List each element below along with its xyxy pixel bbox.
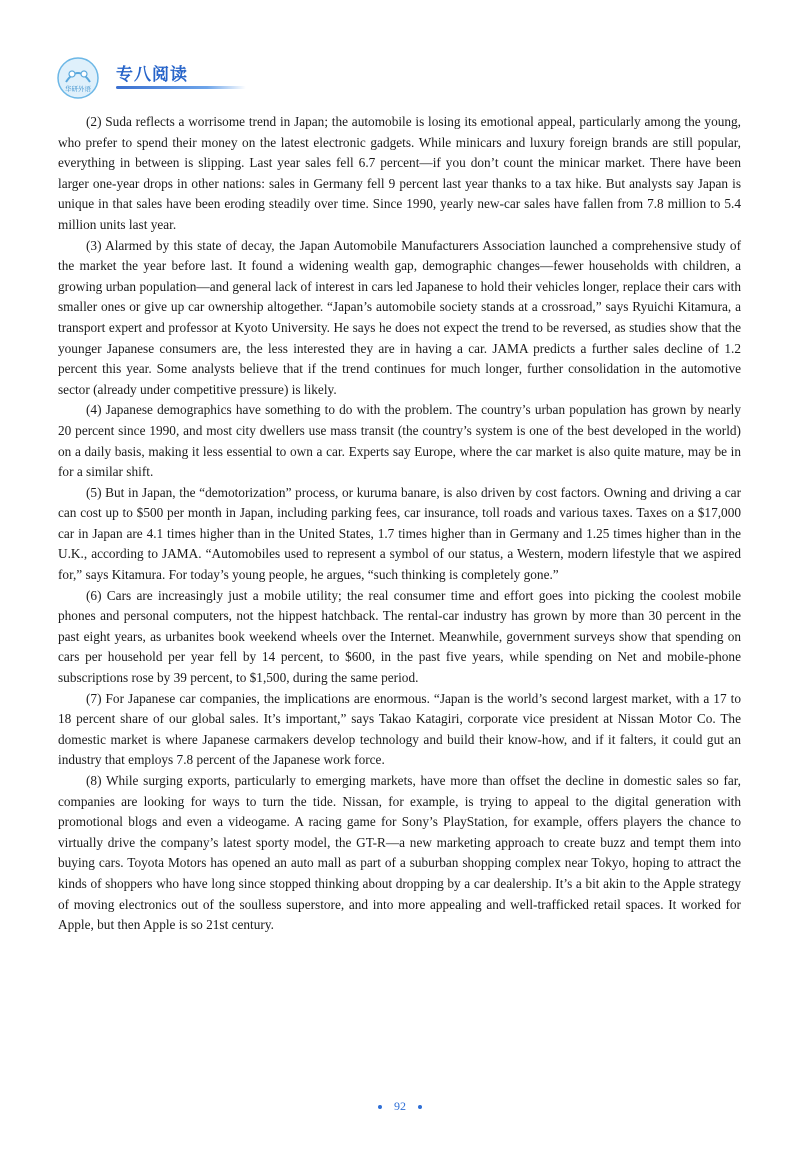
footer-dot-left — [378, 1105, 382, 1109]
page-footer — [0, 1099, 800, 1114]
page-number: 92 — [394, 1099, 406, 1113]
paragraph-4: (4) Japanese demographics have something to do with the problem. The country’s urban population has grown by nearly 20 percent since 1990, and most city dwellers use mass transit (the country’s system is one of the best developed in the world) on a daily basis, making it less essential to own a car. Experts say Europe, where the car market is also quite mature, may be in for a similar shift. — [58, 402, 741, 480]
series-title: 专八阅读 — [116, 65, 188, 85]
paragraph-5: (5) But in Japan, the “demotorization” process, or kuruma banare, is also driven by cost factors. Owning and driving a car can cost up to $500 per month in Japan, including parking fees, car insurance, toll roads and various taxes. Taxes on a $17,000 car in Japan are 4.1 times higher than in the United States, 1.7 times higher than in Germany and 1.25 times higher than in the U.K., according to JAMA. “Automobiles used to represent a symbol of our status, a Western, modern lifestyle that we aspired for,” says Kitamura. For today’s young people, he argues, “such thinking is completely gone.” — [58, 484, 741, 583]
publisher-logo-icon — [56, 56, 100, 100]
page-header — [56, 56, 356, 96]
article-body — [58, 112, 741, 936]
paragraph-8: (8) While surging exports, particularly to emerging markets, have more than offset the decline in domestic sales so far, companies are looking for ways to turn the tide. Nissan, for example, is trying to appeal to the digital generation with promotional blogs and even a videogame. A racing game for Sony’s PlayStation, for example, offers players the chance to virtually drive the company’s latest sporty model, the GT-R—a new marketing approach to create buzz and tempt them into buying cars. Toyota Motors has opened an auto mall as part of a suburban shopping complex near Tokyo, hoping to attract the kinds of shoppers who have long since stopped thinking about dropping by a car dealership. It’s a bit akin to the Apple strategy of moving electronics out of the soulless superstore, and into more appealing and well-trafficked retail spaces. It worked for Apple, but then Apple is so 21st century. — [58, 773, 741, 933]
title-underline — [116, 86, 246, 89]
paragraph-6: (6) Cars are increasingly just a mobile utility; the real consumer time and effort goes into picking the coolest mobile phones and personal computers, not the hippest hatchback. The rental-car industry has grown by more than 30 percent in the past eight years, as urbanites book weekend wheels over the Internet. Meanwhile, government surveys show that spending on cars per household per year fell by 14 percent, to $600, in the past five years, while spending on Net and mobile-phone subscriptions rose by 39 percent, to $1,500, during the same period. — [58, 587, 741, 686]
paragraph-2: (2) Suda reflects a worrisome trend in Japan; the automobile is losing its emotional appeal, particularly among the young, who prefer to spend their money on the latest electronic gadgets. While minicars and luxury foreign brands are still popular, everything in between is slipping. Last year sales fell 6.7 percent—if you don’t count the minicar market. There have been larger one-year drops in other nations: sales in Germany fell 9 percent last year thanks to a tax hike. But analysts say Japan is unique in that sales have been eroding steadily over time. Since 1990, yearly new-car sales have fallen from 7.8 million to 5.4 million units last year. — [58, 114, 741, 232]
paragraph-3: (3) Alarmed by this state of decay, the Japan Automobile Manufacturers Association launched a comprehensive study of the market the year before last. It found a widening wealth gap, demographic changes—fewer households with children, a growing urban population—and general lack of interest in cars led Japanese to hold their vehicles longer, replace their cars with smaller ones or give up car ownership altogether. “Japan’s automobile society stands at a crossroad,” says Ryuichi Kitamura, a transport expert and professor at Kyoto University. He says he does not expect the trend to be reversed, as studies show that the younger Japanese consumers are, the less interested they are in having a car. JAMA predicts a further sales decline of 1.2 percent this year. Some analysts believe that if the trend continues for much longer, further consolidation in the automotive sector (already under competitive pressure) is likely. — [58, 237, 741, 397]
paragraph-7: (7) For Japanese car companies, the implications are enormous. “Japan is the world’s second largest market, with a 17 to 18 percent share of our global sales. It’s important,” says Takao Katagiri, corporate vice president at Nissan Motor Co. The domestic market is where Japanese carmakers develop technology and build their know-how, and if it falters, it could gut an industry that employs 7.8 percent of the Japanese work force. — [58, 690, 741, 768]
publisher-logo — [56, 56, 100, 100]
logo-text: 华研外语 — [65, 85, 91, 93]
footer-dot-right — [418, 1105, 422, 1109]
